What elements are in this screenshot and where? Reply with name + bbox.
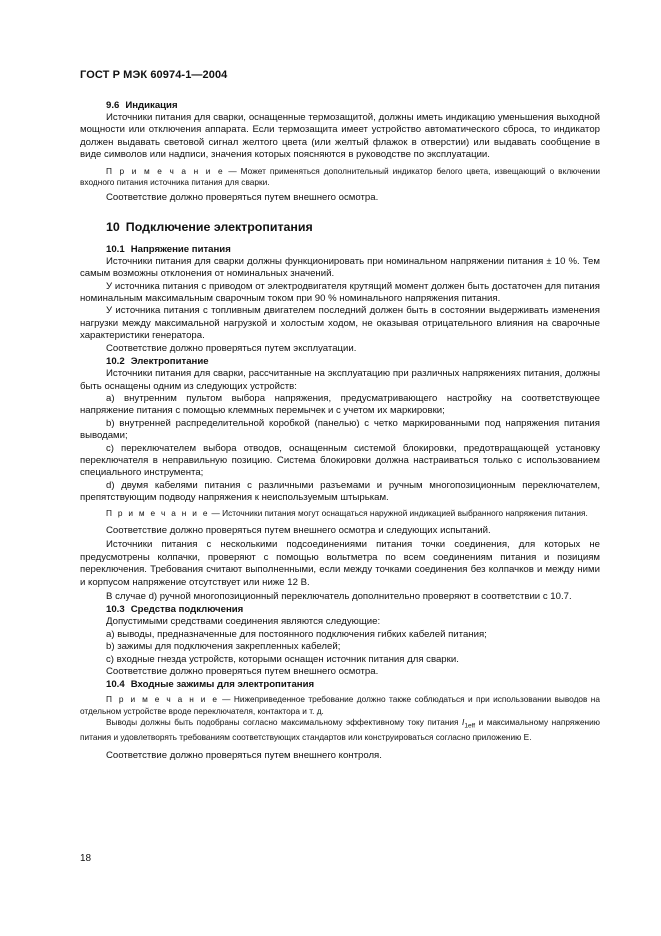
compliance-text: Соответствие должно проверяться путем внешнего контроля. [106, 749, 382, 761]
note: П р и м е ч а н и е — Источники питания могут оснащаться наружной индикацией выбранного напряжения питания. [106, 507, 588, 518]
list-item: а) выводы, предназначенные для постоянного подключения гибких кабелей питания; [106, 628, 487, 640]
compliance-text: Соответствие должно проверяться путем внешнего осмотра. [106, 666, 379, 678]
list-item: а) внутренним пультом выбора напряжения, предусматривающего настройку на соответствующее напряжение питания с помощью клеммных перемычек и с учетом их маркировки; [80, 392, 600, 417]
list-item: c) входные гнезда устройств, которыми оснащен источник питания для сварки. [106, 653, 459, 665]
paragraph: Источники питания с несколькими подсоединениями питания точки соединения, для которых не предусмотрены колпачки, проверяют с помощью вольтметра по всем соединениям питания и позициям переключения. Требования считают выполненными, если между точками соединения без колпачков и между ними и корпусом напряжение отсутствует или ниже 12 В. [80, 539, 600, 588]
subsection-heading-10-1: 10.1 Напряжение питания [106, 243, 231, 255]
page-number: 18 [80, 853, 92, 864]
subsection-heading-9-6: 9.6 Индикация [106, 100, 178, 111]
subsection-heading-10-4: 10.4 Входные зажимы для электропитания [106, 679, 315, 691]
subsection-heading-10-3: 10.3 Средства подключения [106, 604, 244, 616]
section-heading-10: 10 Подключение электропитания [106, 219, 313, 234]
list-item: c) переключателем выбора отводов, оснащенным системой блокировки, предотвращающей установку переключателя в неправильную позицию. Система блокировки должна настраиваться только с использованием специального инструмента; [80, 442, 600, 479]
list-item: b) внутренней распределительной коробкой (панелью) с четко маркированными под напряжения питания выводами; [80, 417, 600, 442]
standard-header: ГОСТ Р МЭК 60974-1—2004 [80, 69, 228, 81]
paragraph: Источники питания для сварки, оснащенные термозащитой, должны иметь индикацию уменьшения выходной мощности или отключения аппарата. Если термозащита имеет устройство автоматического сброса, то индикатор должен выдавать световой сигнал желтого цвета (или желтый флажок в отверстии) или выдавать сообщение в виде символов или надписи, значения которых поясняются в руководстве по эксплуатации. [80, 112, 600, 161]
subsection-heading-10-2: 10.2 Электропитание [106, 356, 209, 368]
compliance-text: Соответствие должно проверяться путем эксплуатации. [106, 342, 357, 354]
paragraph: Источники питания для сварки, рассчитанные на эксплуатацию при различных напряжениях питания, должны быть оснащены одним из следующих устройств: [80, 368, 600, 392]
paragraph: У источника питания с приводом от электродвигателя крутящий момент должен быть достаточен для питания номинальным максимальным сварочным током при 90 % номинального напряжения питания. [80, 280, 600, 305]
paragraph: Источники питания для сварки должны функционировать при номинальном напряжении питания ± 10 %. Тем самым возможны отклонения от номинальных значений. [80, 255, 600, 280]
paragraph: Допустимыми средствами соединения являются следующие: [106, 616, 381, 628]
note: П р и м е ч а н и е — Может применяться дополнительный индикатор белого цвета, извещающий о включении входного питания источника питания для сварки. [80, 165, 600, 188]
paragraph: У источника питания с топливным двигателем последний должен быть в состоянии выдерживать изменения нагрузки между максимальной нагрузкой и холостым ходом, не оказывая отрицательного влияния на сварочные характеристики генератора. [80, 305, 600, 342]
note: П р и м е ч а н и е — Нижеприведенное требование должно также соблюдаться и при использовании выводов на отдельном устройстве вроде переключателя, контактора и т. д. [80, 694, 600, 716]
page-content [80, 99, 600, 762]
list-item: b) зажимы для подключения закрепленных кабелей; [106, 641, 341, 653]
list-item: d) двумя кабелями питания с различными разъемами и ручным многопозиционным переключателем, препятствующим подводу напряжения к неиспользуемым штырькам. [80, 479, 600, 504]
paragraph: Выводы должны быть подобраны согласно максимальному эффективному току питания $I_{1eff}$ и максимальному напряжению питания и удовлетворять требованиям соответствующих стандартов или конструироваться согласно приложению Е. [80, 717, 600, 743]
compliance-text: Соответствие должно проверяться путем внешнего осмотра и следующих испытаний. [106, 524, 491, 536]
paragraph: В случае d) ручной многопозиционный переключатель дополнительно проверяют в соответствии с 10.7. [106, 591, 572, 602]
compliance-text: Соответствие должно проверяться путем внешнего осмотра. [106, 192, 379, 204]
